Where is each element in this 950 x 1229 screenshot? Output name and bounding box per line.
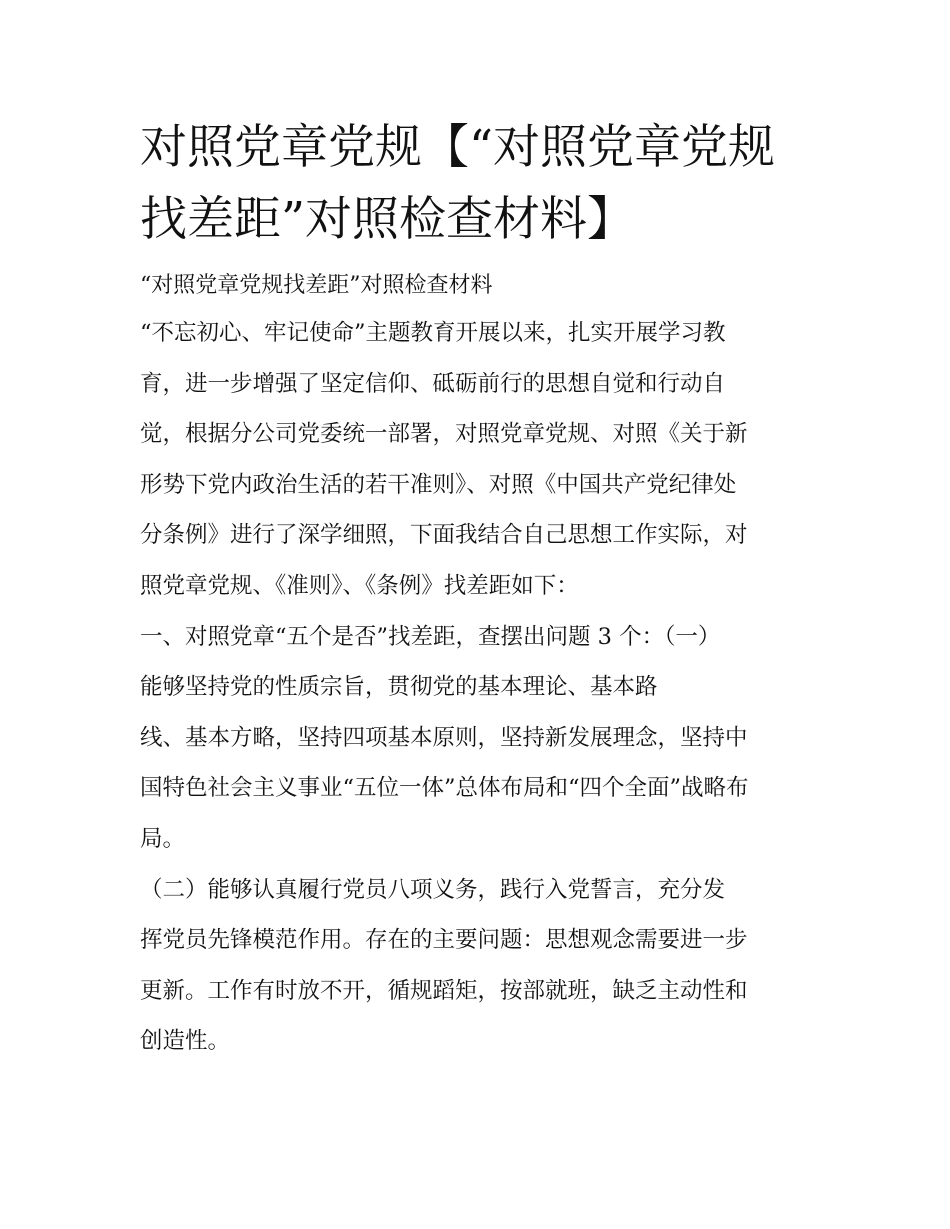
title-line: 对照党章党规【“对照党章党规: [140, 120, 776, 175]
document-title: [140, 112, 820, 256]
body-line: 觉，根据分公司党委统一部署，对照党章党规、对照《关于新: [140, 421, 748, 448]
body-line: 国特色社会主义事业“五位一体”总体布局和“四个全面”战略布: [140, 775, 749, 802]
body-line: 挥党员先锋模范作用。存在的主要问题：思想观念需要进一步: [140, 927, 748, 954]
body-line: （二）能够认真履行党员八项义务，践行入党誓言，充分发: [140, 876, 726, 903]
body-line: 形势下党内政治生活的若干准则》、对照《中国共产党纪律处: [140, 471, 737, 498]
body-line: 照党章党规、《准则》、《条例》找差距如下：: [140, 572, 579, 599]
document-page: [140, 112, 820, 1067]
body-line: 一、对照党章“五个是否”找差距，查摆出问题 3 个：（一）: [140, 623, 721, 650]
body-paragraph: [140, 308, 820, 1067]
body-line: 分条例》进行了深学细照，下面我结合自己思想工作实际，对: [140, 522, 748, 549]
body-line: 更新。工作有时放不开，循规蹈矩，按部就班，缺乏主动性和: [140, 977, 748, 1004]
title-line: 找差距”对照检查材料】: [140, 192, 635, 247]
body-line: 线、基本方略，坚持四项基本原则，坚持新发展理念，坚持中: [140, 724, 748, 751]
body-line: 能够坚持党的性质宗旨，贯彻党的基本理论、基本路: [140, 674, 658, 701]
body-line: 创造性。: [140, 1028, 231, 1055]
body-line: “不忘初心、牢记使命”主题教育开展以来，扎实开展学习教: [140, 320, 726, 346]
body-line: 育，进一步增强了坚定信仰、砥砺前行的思想自觉和行动自: [140, 370, 726, 397]
body-line: 局。: [140, 825, 186, 852]
document-subtitle: “对照党章党规找差距”对照检查材料: [140, 273, 493, 298]
